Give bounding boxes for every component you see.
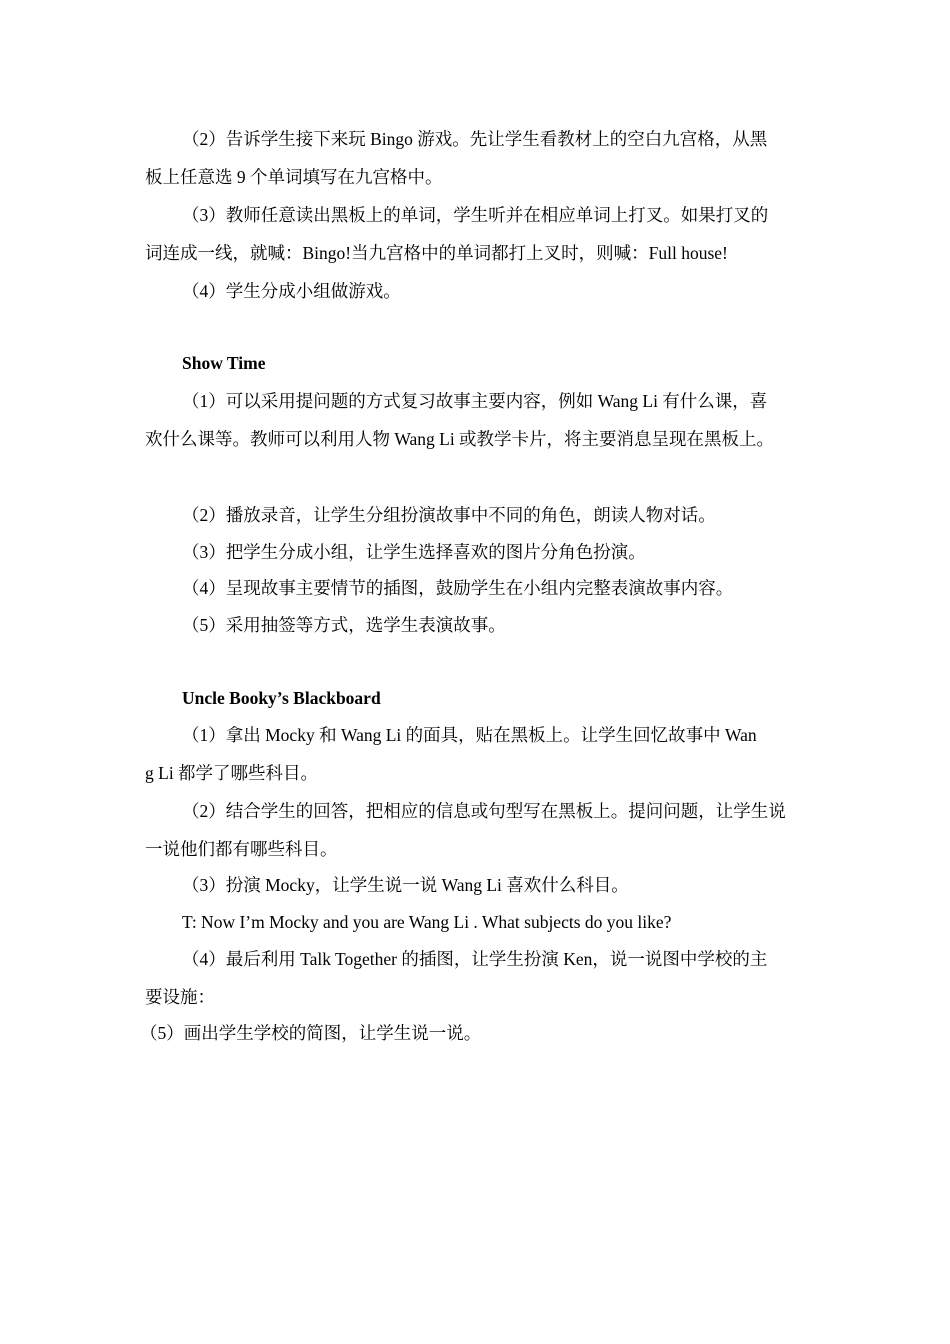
show-time-heading: Show Time (182, 353, 266, 373)
show-time-step-4: （4）呈现故事主要情节的插图，鼓励学生在小组内完整表演故事内容。 (182, 578, 734, 598)
bingo-step-2-line-1: （2）告诉学生接下来玩 Bingo 游戏。先让学生看教材上的空白九宫格，从黑 (182, 129, 768, 149)
bingo-step-3-line-1: （3）教师任意读出黑板上的单词，学生听并在相应单词上打叉。如果打叉的 (182, 205, 769, 225)
blackboard-heading: Uncle Booky’s Blackboard (182, 688, 381, 708)
show-time-step-2: （2）播放录音，让学生分组扮演故事中不同的角色，朗读人物对话。 (182, 505, 716, 525)
blackboard-step-4-line-1: （4）最后利用 Talk Together 的插图，让学生扮演 Ken，说一说图中学校的主 (182, 949, 768, 969)
blackboard-step-3: （3）扮演 Mocky，让学生说一说 Wang Li 喜欢什么科目。 (182, 875, 629, 895)
show-time-step-1-line-2: 欢什么课等。教师可以利用人物 Wang Li 或教学卡片，将主要消息呈现在黑板上。 (145, 429, 775, 449)
blackboard-step-1-line-2: g Li 都学了哪些科目。 (145, 763, 319, 783)
blackboard-step-1-line-1: （1）拿出 Mocky 和 Wang Li 的面具，贴在黑板上。让学生回忆故事中 Wan (182, 725, 757, 745)
bingo-step-3-line-2: 词连成一线，就喊：Bingo!当九宫格中的单词都打上叉时，则喊：Full house! (145, 243, 728, 263)
blackboard-dialogue: T: Now I’m Mocky and you are Wang Li . What subjects do you like? (182, 912, 672, 932)
blackboard-step-2-line-2: 一说他们都有哪些科目。 (145, 839, 338, 859)
bingo-step-2-line-2: 板上任意选 9 个单词填写在九宫格中。 (145, 167, 443, 187)
show-time-step-5: （5）采用抽签等方式，选学生表演故事。 (182, 615, 506, 635)
blackboard-step-2-line-1: （2）结合学生的回答，把相应的信息或句型写在黑板上。提问问题，让学生说 (182, 801, 786, 821)
bingo-step-4: （4）学生分成小组做游戏。 (182, 281, 401, 301)
blackboard-step-5: （5）画出学生学校的简图，让学生说一说。 (140, 1023, 482, 1043)
show-time-step-1-line-1: （1）可以采用提问题的方式复习故事主要内容，例如 Wang Li 有什么课，喜 (182, 391, 768, 411)
blackboard-step-4-line-2: 要设施： (145, 987, 215, 1007)
show-time-step-3: （3）把学生分成小组，让学生选择喜欢的图片分角色扮演。 (182, 542, 646, 562)
